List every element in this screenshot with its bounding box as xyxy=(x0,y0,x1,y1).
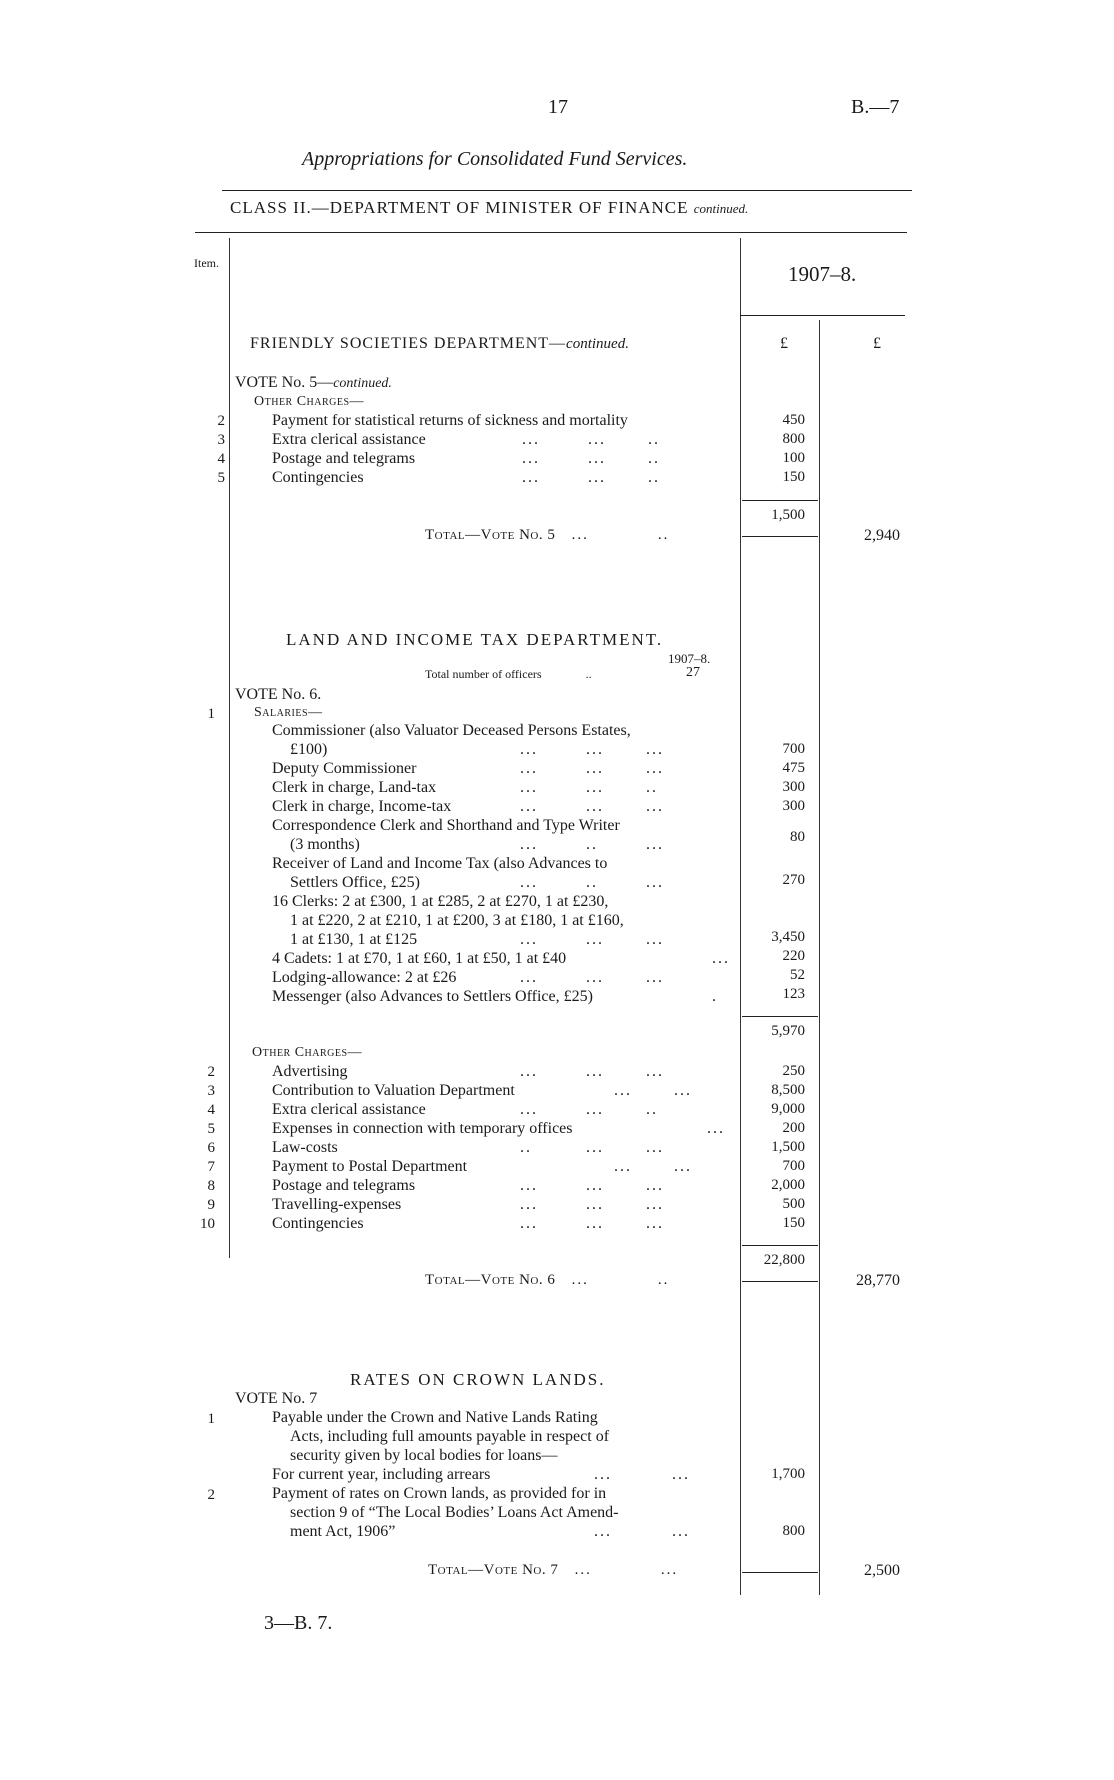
salary-amount: 300 xyxy=(782,779,805,795)
salary-line-text: (3 months) xyxy=(290,836,360,853)
salary-line-text: Deputy Commissioner xyxy=(272,760,417,777)
salary-amount: 123 xyxy=(782,986,805,1002)
salary-amount: 220 xyxy=(782,948,805,964)
charge-label-text: Contingencies xyxy=(272,1215,364,1232)
crown-amount: 1,700 xyxy=(771,1466,805,1482)
salary-amount: 80 xyxy=(790,829,805,845)
charge-label-text: Law-costs xyxy=(272,1139,338,1156)
charge-label-text: Travelling-expenses xyxy=(272,1196,402,1213)
salary-line: Deputy Commissioner ... ... ... xyxy=(272,760,664,777)
salary-line-text: Clerk in charge, Income-tax xyxy=(272,798,452,815)
charge-amount: 200 xyxy=(782,1120,805,1136)
item-number: 3 xyxy=(217,432,225,448)
charge-label-text: Extra clerical assistance xyxy=(272,1101,426,1118)
row-amount: 450 xyxy=(782,412,805,428)
row-amount: 800 xyxy=(782,431,805,447)
salary-line: 16 Clerks: 2 at £300, 1 at £285, 2 at £270, 1 at £230, xyxy=(272,893,609,910)
charge-amount: 9,000 xyxy=(771,1101,805,1117)
salary-line-text: 4 Cadets: 1 at £70, 1 at £60, 1 at £50, 1 at £40 xyxy=(272,950,567,967)
officers-label-text: Total number of officers xyxy=(425,667,542,681)
charge-amount: 150 xyxy=(782,1215,805,1231)
item-number: 2 xyxy=(217,413,225,429)
vote-5-label xyxy=(235,374,392,392)
vote-7-total-label: Total—Vote No. 7 ... ... xyxy=(428,1562,679,1578)
charge-amount: 500 xyxy=(782,1196,805,1212)
signature-mark: 3—B. 7. xyxy=(264,1612,333,1634)
charge-amount: 8,500 xyxy=(771,1082,805,1098)
land-heading: LAND AND INCOME TAX DEPARTMENT. xyxy=(286,630,664,649)
charges-total: 22,800 xyxy=(763,1252,805,1268)
salary-line: £100) ... ... ... xyxy=(290,741,664,758)
class-heading xyxy=(230,198,748,218)
officers-count: 27 xyxy=(686,665,700,680)
vote-5-total: 2,940 xyxy=(864,527,900,544)
item-number: 5 xyxy=(217,470,225,486)
item-number: 7 xyxy=(207,1159,215,1175)
salary-amount: 3,450 xyxy=(771,929,805,945)
item-number: 2 xyxy=(207,1064,215,1080)
item-number: 6 xyxy=(207,1140,215,1156)
currency-column-1: £ xyxy=(780,335,788,352)
vote-5-total-text: Total—Vote No. 5 xyxy=(425,527,556,543)
officers-label: Total number of officers .. xyxy=(425,667,592,681)
land-year: 1907–8. xyxy=(668,651,711,666)
charge-label: Postage and telegrams ... ... ... xyxy=(272,1177,664,1194)
crown-heading: RATES ON CROWN LANDS. xyxy=(350,1370,606,1389)
salary-line-text: 1 at £130, 1 at £125 xyxy=(290,931,418,948)
salary-amount: 52 xyxy=(790,967,805,983)
friendly-subtotal: 1,500 xyxy=(771,507,805,523)
charge-label: Extra clerical assistance ... ... .. xyxy=(272,1101,658,1118)
item-column-header: Item. xyxy=(194,256,219,270)
charge-label-text: Contribution to Valuation Department xyxy=(272,1082,515,1099)
salary-line-text: £100) xyxy=(290,741,328,758)
charge-label: Contingencies ... ... ... xyxy=(272,1215,664,1232)
salary-line: 4 Cadets: 1 at £70, 1 at £60, 1 at £50, 1 at £40 ... xyxy=(272,950,730,967)
charge-label: Travelling-expenses ... ... ... xyxy=(272,1196,664,1213)
salary-line-text: Lodging-allowance: 2 at £26 xyxy=(272,969,457,986)
item-number: 3 xyxy=(207,1083,215,1099)
crown-line: For current year, including arrears ... ... xyxy=(272,1466,690,1483)
friendly-heading-text: FRIENDLY SOCIETIES DEPARTMENT— xyxy=(250,335,567,352)
salary-line-text: Settlers Office, £25) xyxy=(290,874,420,891)
salary-line: 1 at £130, 1 at £125 ... ... ... xyxy=(290,931,664,948)
row-label: Postage and telegrams ... ... .. xyxy=(272,450,660,467)
item-number: 9 xyxy=(207,1197,215,1213)
class-heading-text: CLASS II.—DEPARTMENT OF MINISTER OF FINANCE xyxy=(230,198,689,217)
class-heading-continued: continued. xyxy=(693,201,749,216)
vote-6-total-text: Total—Vote No. 6 xyxy=(425,1272,556,1288)
item-number: 4 xyxy=(207,1102,215,1118)
vote-6-total-label: Total—Vote No. 6 ... .. xyxy=(425,1272,670,1288)
vote-7-total: 2,500 xyxy=(864,1562,900,1579)
salary-amount: 700 xyxy=(782,741,805,757)
item-number: 8 xyxy=(207,1178,215,1194)
vote-6-total: 28,770 xyxy=(856,1272,900,1289)
salary-line-text: Clerk in charge, Land-tax xyxy=(272,779,437,796)
friendly-heading xyxy=(250,335,629,353)
row-label-text: Extra clerical assistance xyxy=(272,431,426,448)
land-other-charges: Other Charges— xyxy=(252,1045,363,1060)
page-number: 17 xyxy=(548,96,568,118)
charge-amount: 1,500 xyxy=(771,1139,805,1155)
salary-line: Commissioner (also Valuator Deceased Persons Estates, xyxy=(272,722,631,739)
charge-label: Contribution to Valuation Department ... ... xyxy=(272,1082,692,1099)
crown-amount: 800 xyxy=(782,1523,805,1539)
crown-line: section 9 of “The Local Bodies’ Loans Act Amend- xyxy=(290,1504,619,1521)
year-column-header: 1907–8. xyxy=(788,262,857,286)
vote-5-continued: continued. xyxy=(333,376,392,391)
salary-line-text: Messenger (also Advances to Settlers Office, £25) xyxy=(272,988,593,1005)
charge-label-text: Advertising xyxy=(272,1063,348,1080)
crown-line: ment Act, 1906” ... ... xyxy=(290,1523,690,1540)
vote-7-label: VOTE No. 7 xyxy=(235,1390,318,1407)
charge-label-text: Payment to Postal Department xyxy=(272,1158,468,1175)
charge-label: Expenses in connection with temporary offices ... xyxy=(272,1120,725,1137)
row-label-text: Contingencies xyxy=(272,469,364,486)
charge-amount: 700 xyxy=(782,1158,805,1174)
page-code: B.—7 xyxy=(851,96,900,118)
item-number: 5 xyxy=(207,1121,215,1137)
currency-column-2: £ xyxy=(873,335,881,352)
crown-line: Payment of rates on Crown lands, as provided for in xyxy=(272,1485,607,1502)
crown-line-text: For current year, including arrears xyxy=(272,1466,491,1483)
row-amount: 150 xyxy=(782,469,805,485)
salaries-total: 5,970 xyxy=(771,1023,805,1039)
salary-line: 1 at £220, 2 at £210, 1 at £200, 3 at £180, 1 at £160, xyxy=(290,912,624,929)
row-amount: 100 xyxy=(782,450,805,466)
charge-label-text: Postage and telegrams xyxy=(272,1177,416,1194)
salary-line: Clerk in charge, Land-tax ... ... .. xyxy=(272,779,658,796)
vote-6-label: VOTE No. 6. xyxy=(235,686,322,703)
charge-amount: 2,000 xyxy=(771,1177,805,1193)
row-label-text: Postage and telegrams xyxy=(272,450,416,467)
charge-label-text: Expenses in connection with temporary offices xyxy=(272,1120,573,1137)
salary-line: Settlers Office, £25) ... .. ... xyxy=(290,874,664,891)
salary-amount: 475 xyxy=(782,760,805,776)
salary-line: Receiver of Land and Income Tax (also Advances to xyxy=(272,855,608,872)
salary-line: Lodging-allowance: 2 at £26 ... ... ... xyxy=(272,969,664,986)
salary-line: Correspondence Clerk and Shorthand and Type Writer xyxy=(272,817,620,834)
salaries-item-number: 1 xyxy=(207,706,215,722)
salary-amount: 270 xyxy=(782,872,805,888)
crown-line: security given by local bodies for loans— xyxy=(290,1447,558,1464)
crown-line: Payable under the Crown and Native Lands Rating xyxy=(272,1409,598,1426)
item-number: 1 xyxy=(207,1411,215,1427)
charge-amount: 250 xyxy=(782,1063,805,1079)
salary-amount: 300 xyxy=(782,798,805,814)
charge-label: Law-costs .. ... ... xyxy=(272,1139,664,1156)
item-number: 4 xyxy=(217,451,225,467)
salary-line: Messenger (also Advances to Settlers Office, £25) . xyxy=(272,988,716,1005)
vote-5-text: VOTE No. 5— xyxy=(235,374,334,391)
item-number: 10 xyxy=(200,1216,215,1232)
salaries-label: Salaries— xyxy=(254,705,323,720)
salary-line: (3 months) ... .. ... xyxy=(290,836,664,853)
row-label: Payment for statistical returns of sickness and mortality xyxy=(272,412,628,429)
page-title: Appropriations for Consolidated Fund Services. xyxy=(302,148,688,170)
row-label: Extra clerical assistance ... ... .. xyxy=(272,431,660,448)
item-number: 2 xyxy=(207,1487,215,1503)
friendly-other-charges: Other Charges— xyxy=(254,394,365,409)
crown-line: Acts, including full amounts payable in respect of xyxy=(290,1428,610,1445)
charge-label: Payment to Postal Department ... ... xyxy=(272,1158,692,1175)
crown-line-text: ment Act, 1906” xyxy=(290,1523,396,1540)
charge-label: Advertising ... ... ... xyxy=(272,1063,664,1080)
vote-7-total-text: Total—Vote No. 7 xyxy=(428,1562,559,1578)
salary-line: Clerk in charge, Income-tax ... ... ... xyxy=(272,798,664,815)
friendly-heading-continued: continued. xyxy=(566,336,629,352)
vote-5-total-label: Total—Vote No. 5 ... .. xyxy=(425,527,670,543)
row-label: Contingencies ... ... .. xyxy=(272,469,660,486)
